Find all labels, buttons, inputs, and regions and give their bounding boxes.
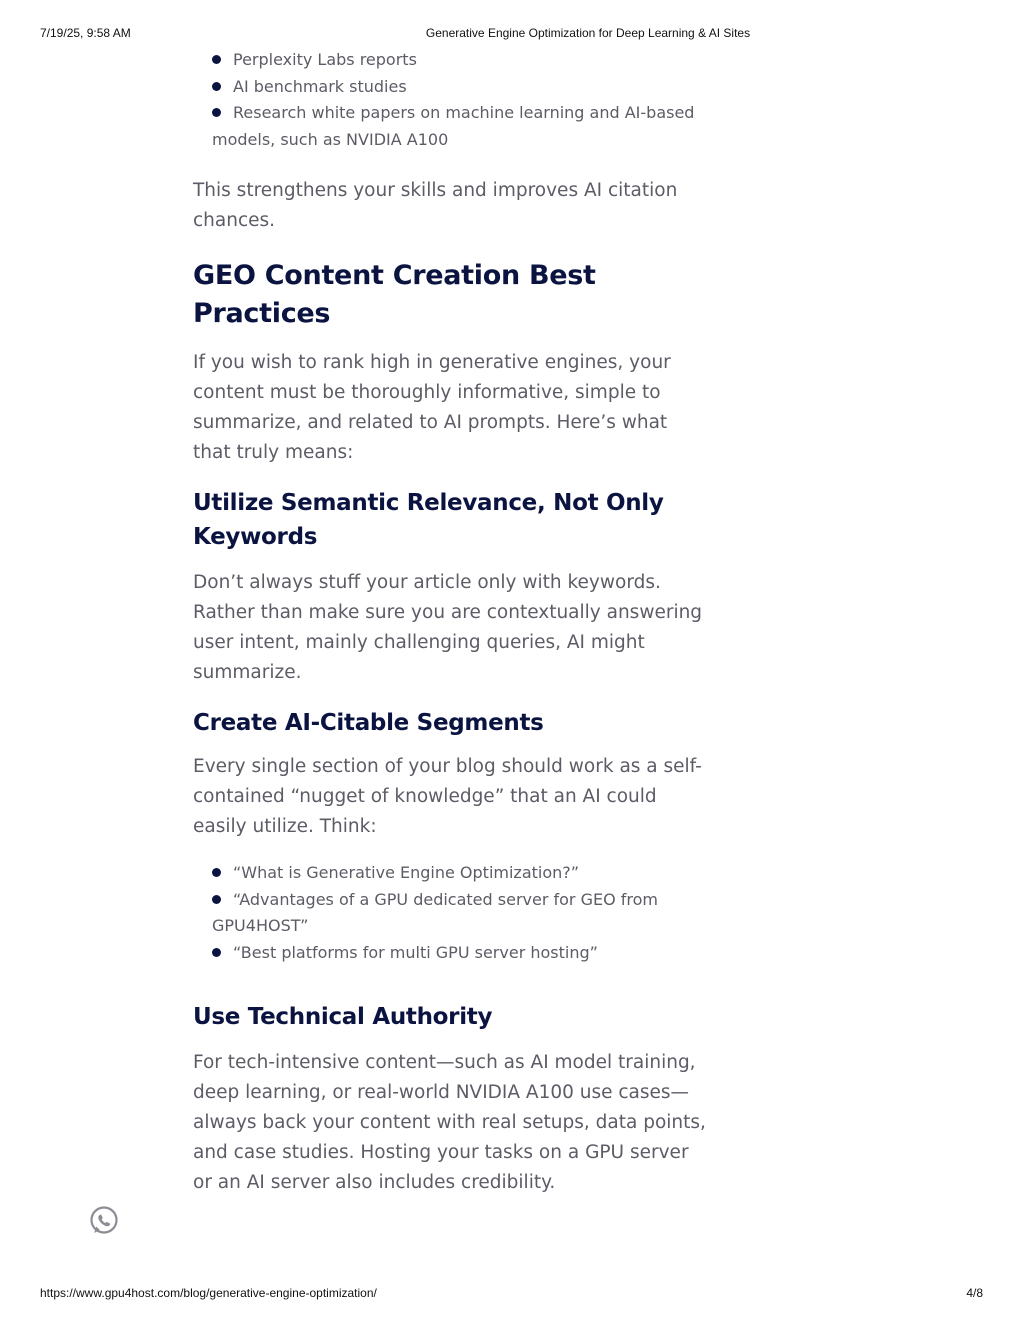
list-item: “Best platforms for multi GPU server hosting”	[212, 940, 713, 967]
list-item: “What is Generative Engine Optimization?”	[212, 860, 713, 887]
heading-technical-authority: Use Technical Authority	[193, 1004, 493, 1030]
example-list	[193, 860, 713, 966]
paragraph-strengthens: This strengthens your skills and improves AI citation chances.	[193, 180, 678, 231]
bullet-icon	[212, 108, 221, 117]
print-datetime: 7/19/25, 9:58 AM	[40, 26, 131, 40]
article-body	[193, 47, 713, 1198]
paragraph-authority: For tech-intensive content—such as AI model training, deep learning, or real-world NVIDIA A100 use cases—always back your content with real setups, data points, and case studies. Hosting your tasks on a GPU server or an AI server also includes credibility.	[193, 1052, 706, 1193]
heading-ai-citable: Create AI-Citable Segments	[193, 710, 544, 736]
print-header	[0, 26, 1024, 42]
print-footer	[0, 1286, 1024, 1302]
print-page-title: Generative Engine Optimization for Deep Learning & AI Sites	[425, 26, 751, 40]
bullet-icon	[212, 868, 221, 877]
heading-geo-best-practices: GEO Content Creation Best Practices	[193, 260, 596, 329]
paragraph-semantic: Don’t always stuff your article only with keywords. Rather than make sure you are contextually answering user intent, mainly challenging queries, AI might summarize.	[193, 572, 703, 683]
bullet-icon	[212, 895, 221, 904]
list-item: AI benchmark studies	[212, 74, 713, 101]
list-item: Perplexity Labs reports	[212, 47, 713, 74]
bullet-icon	[212, 948, 221, 957]
heading-semantic-relevance: Utilize Semantic Relevance, Not Only Keywords	[193, 490, 664, 550]
source-list	[193, 47, 713, 153]
bullet-icon	[212, 55, 221, 64]
list-item: “Advantages of a GPU dedicated server for GEO from GPU4HOST”	[212, 889, 659, 935]
print-url: https://www.gpu4host.com/blog/generative-engine-optimization/	[40, 1286, 377, 1300]
paragraph-rank: If you wish to rank high in generative engines, your content must be thoroughly informative, simple to summarize, and related to AI prompts. Here’s what that truly means:	[193, 352, 671, 463]
list-item: Research white papers on machine learning and AI-based models, such as NVIDIA A100	[212, 103, 695, 149]
print-page-number: 4/8	[966, 1286, 983, 1300]
whatsapp-icon[interactable]	[88, 1205, 120, 1237]
paragraph-citable: Every single section of your blog should work as a self-contained “nugget of knowledge” that an AI could easily utilize. Think:	[193, 756, 702, 837]
bullet-icon	[212, 82, 221, 91]
